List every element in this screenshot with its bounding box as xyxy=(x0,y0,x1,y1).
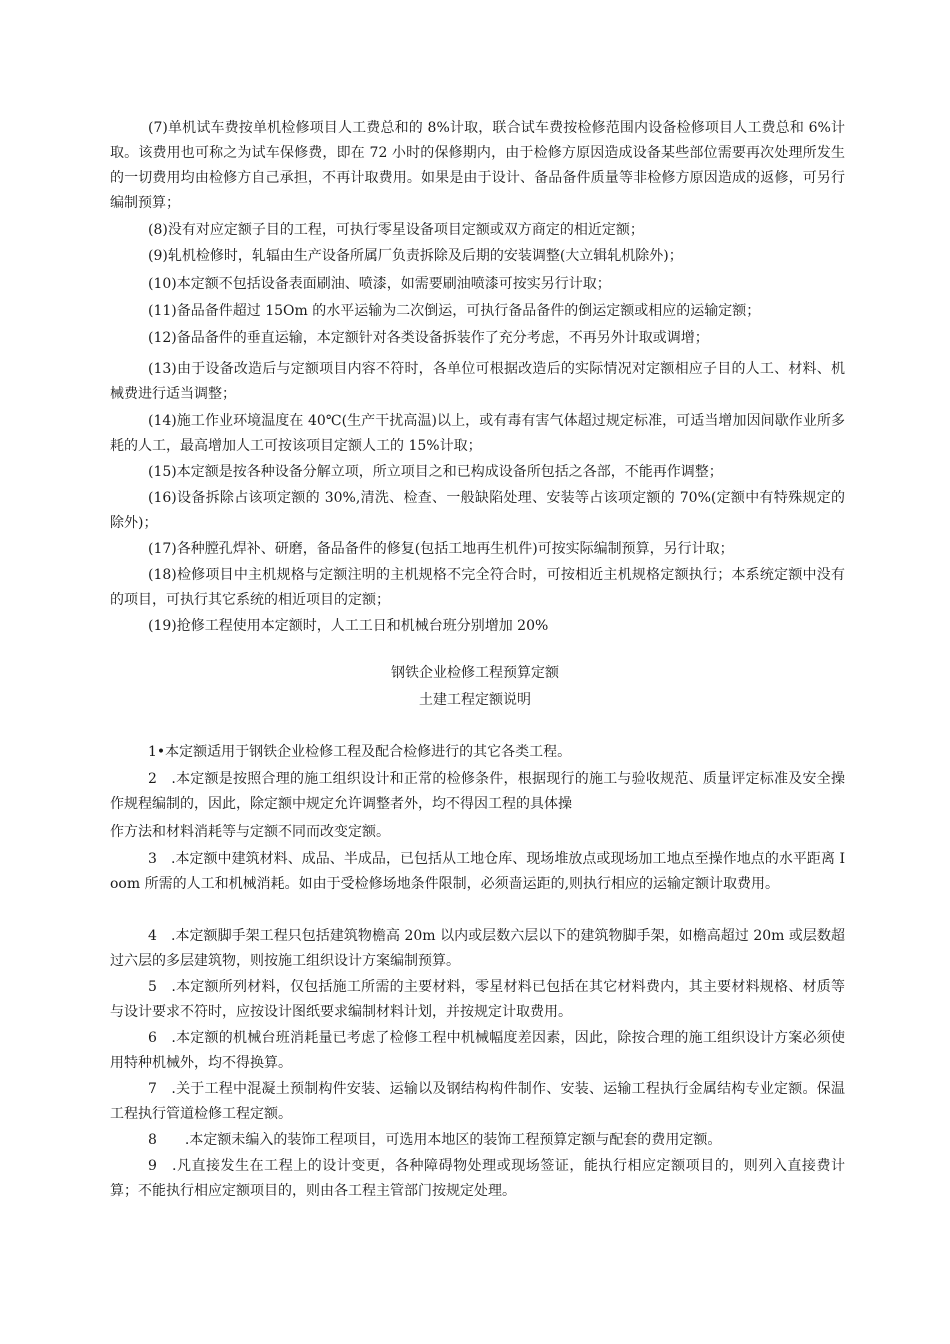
rule-item-5: 5 .本定额所列材料，仅包括施工所需的主要材料，零星材料已包括在其它材料费内，其主要材料规格、材质等与设计要求不符时，应按设计图纸要求编制材料计划，并按规定计取费用。 xyxy=(110,979,845,1020)
paragraph-item-17: (17)各种膛孔焊补、研磨，备品备件的修复(包括工地再生机件)可按实际编制预算，另行计取； xyxy=(148,541,734,557)
section-title: 钢铁企业检修工程预算定额 xyxy=(391,665,559,681)
paragraph-item-10: (10)本定额不包括设备表面刷油、喷漆，如需要刷油喷漆可按实另行计取； xyxy=(148,276,611,292)
paragraph-item-11: (11)备品备件超过 15Om 的水平运输为二次倒运，可执行备品备件的倒运定额或相应的运输定额； xyxy=(148,303,761,319)
rule-item-1: 1•本定额适用于钢铁企业检修工程及配合检修进行的其它各类工程。 xyxy=(148,744,572,760)
paragraph-item-19: (19)抢修工程使用本定额时，人工工日和机械台班分别增加 20% xyxy=(148,618,549,634)
paragraph-item-15: (15)本定额是按各种设备分解立项，所立项目之和已构成设备所包括之各部，不能再作调整； xyxy=(148,464,723,480)
rule-item-2-continued: 作方法和材料消耗等与定额不同而改变定额。 xyxy=(110,824,390,840)
paragraph-item-14: (14)施工作业环境温度在 40℃(生产干扰高温)以上，或有毒有害气体超过规定标准，可适当增加因间歇作业所多耗的人工，最高增加人工可按该项目定额人工的 15%计取； xyxy=(110,413,845,454)
paragraph-item-18: (18)检修项目中主机规格与定额注明的主机规格不完全符合时，可按相近主机规格定额执行；本系统定额中没有的项目，可执行其它系统的相近项目的定额； xyxy=(110,567,845,608)
paragraph-item-16: (16)设备拆除占该项定额的 30%,清洗、检查、一般缺陷处理、安装等占该项定额的 70%(定额中有特殊规定的除外)； xyxy=(110,490,845,531)
paragraph-item-7: (7)单机试车费按单机检修项目人工费总和的 8%计取，联合试车费按检修范围内设备检修项目人工费总和 6%计取。该费用也可称之为试车保修费，即在 72 小时的保修期内，由于检修方原因造成设备某些部位需要再次处理所发生的一切费用均由检修方自己承担，不再计取费用。如果是由于设计、备品备件质量等非检修方原因造成的返修，可另行编制预算； xyxy=(110,120,845,211)
rule-item-4: 4 .本定额脚手架工程只包括建筑物檐高 20m 以内或层数六层以下的建筑物脚手架，如檐高超过 20m 或层数超过六层的多层建筑物，则按施工组织设计方案编制预算。 xyxy=(110,928,845,969)
rule-item-6: 6 .本定额的机械台班消耗量已考虑了检修工程中机械幅度差因素，因此，除按合理的施工组织设计方案必须使用特种机械外，均不得换算。 xyxy=(110,1030,845,1071)
rule-item-2: 2 .本定额是按照合理的施工组织设计和正常的检修条件，根据现行的施工与验收规范、质量评定标准及安全操作规程编制的，因此，除定额中规定允许调整者外，均不得因工程的具体操 xyxy=(110,771,845,812)
section-subtitle: 土建工程定额说明 xyxy=(419,692,531,708)
rule-item-3: 3 .本定额中建筑材料、成品、半成品，已包括从工地仓库、现场堆放点或现场加工地点至操作地点的水平距离 Ioom 所需的人工和机械消耗。如由于受检修场地条件限制，必须啬运距的,则执行相应的运输定额计取费用。 xyxy=(110,851,845,892)
rule-item-8: 8 .本定额未编入的装饰工程项目，可选用本地区的装饰工程预算定额与配套的费用定额。 xyxy=(148,1132,722,1148)
paragraph-item-13: (13)由于设备改造后与定额项目内容不符时，各单位可根据改造后的实际情况对定额相应子目的人工、材料、机械费进行适当调整； xyxy=(110,361,845,402)
rule-item-7: 7 .关于工程中混凝土预制构件安装、运输以及钢结构构件制作、安装、运输工程执行金属结构专业定额。保温工程执行管道检修工程定额。 xyxy=(110,1081,845,1122)
paragraph-item-12: (12)备品备件的垂直运输，本定额针对各类设备拆装作了充分考虑，不再另外计取或调增； xyxy=(148,330,709,346)
paragraph-item-8: (8)没有对应定额子目的工程，可执行零星设备项目定额或双方商定的相近定额； xyxy=(148,222,644,238)
rule-item-9: 9 .凡直接发生在工程上的设计变更，各种障碍物处理或现场签证，能执行相应定额项目的，则列入直接费计算；不能执行相应定额项目的，则由各工程主管部门按规定处理。 xyxy=(110,1158,845,1199)
paragraph-item-9: (9)轧机检修时，轧辐由生产设备所属厂负责拆除及后期的安装调整(大立辑轧机除外)； xyxy=(148,248,683,264)
